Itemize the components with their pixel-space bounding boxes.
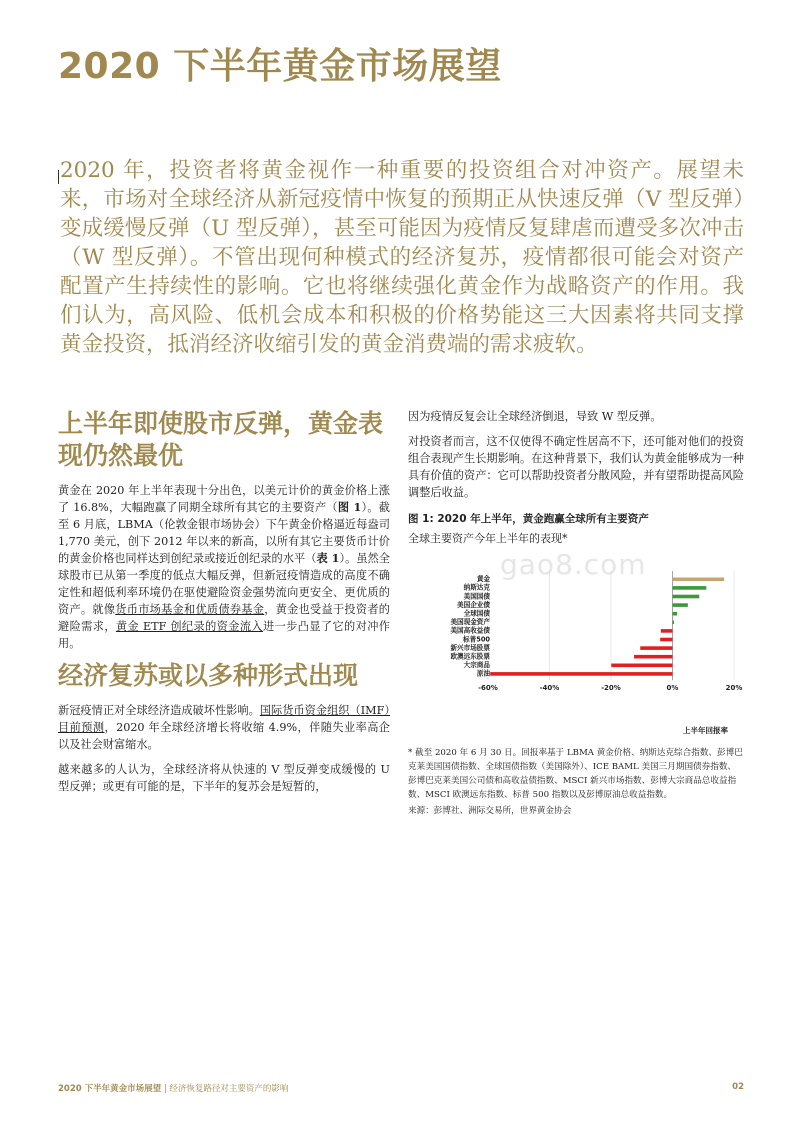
chart-category-label: 美国现金资产 bbox=[450, 618, 490, 627]
section-heading-1: 上半年即使股市反弹，黄金表现仍然最优 bbox=[58, 409, 384, 470]
paragraph-2: 新冠疫情正对全球经济造成破坏性影响。国际货币资金组织（IMF）目前预测，2020 年全球经济增长将收缩 4.9%，伴随失业率高企以及社会财富缩水。 bbox=[58, 704, 390, 751]
left-column bbox=[58, 408, 390, 803]
paragraph-right-1: 因为疫情反复会让全球经济倒退，导致 W 型反弹。 bbox=[408, 410, 662, 423]
figure-footnote bbox=[408, 746, 744, 818]
chart-tick-label: 20% bbox=[725, 684, 743, 693]
asset-returns-chart bbox=[408, 565, 744, 740]
chart-tick-label: -20% bbox=[601, 684, 621, 693]
figure-subtitle: 全球主要资产今年上半年的表现* bbox=[408, 532, 568, 545]
chart-bar bbox=[640, 646, 672, 650]
section-heading-2: 经济复苏或以多种形式出现 bbox=[58, 661, 359, 690]
paragraph-3: 越来越多的人认为，全球经济将从快速的 V 型反弹变成缓慢的 U 型反弹；或更有可能的是，下半年的复苏会是短暂的， bbox=[58, 763, 390, 793]
footer-title: 2020 下半年黄金市场展望 bbox=[58, 1084, 162, 1094]
chart-category-label: 美国企业债 bbox=[457, 600, 490, 609]
link-imf-forecast[interactable]: 国际货币资金组织（IMF）目前预测 bbox=[58, 704, 390, 734]
intro-paragraph: 2020 年，投资者将黄金视作一种重要的投资组合对冲资产。展望未来，市场对全球经济从新冠疫情中恢复的预期正从快速反弹（V 型反弹）变成缓慢反弹（U 型反弹），甚至可能因为疫情反复肆虐而遭受多次冲击（W 型反弹）。不管出现何种模式的经济复苏，疫情都很可能会对资产配置产生持续性的影响。它也将继续强化黄金作为战略资产的作用。我们认为，高风险、低机会成本和积极的价格势能这三大因素将共同支撑黄金投资，抵消经济收缩引发的黄金消费端的需求疲软。 bbox=[60, 158, 744, 357]
chart-bar bbox=[660, 638, 672, 642]
chart-bar bbox=[673, 595, 700, 599]
chart-tick-labels bbox=[478, 684, 742, 692]
paragraph-1: 黄金在 2020 年上半年表现十分出色，以美元计价的黄金价格上涨了 16.8%，大幅跑赢了同期全球所有其它的主要资产（图 1）。截至 6 月底，LBMA（伦敦金银市场协会）下午黄金价格逼近每盎司 1,770 美元，创下 2012 年以来的新高，以所有其它主要货币计价的黄金价格也同样达到创纪录或接近创纪录的水平（表 1）。虽然全球股市已从第一季度的低点大幅反弹，但新冠疫情造成的高度不确定性和超低利率环境仍在驱使避险资金强势流向更安全、更优质的资产。就像货币市场基金和优质债券基金，黄金也受益于投资者的避险需求，黄金 ETF 创纪录的资金流入进一步凸显了它的对冲作用。 bbox=[58, 484, 390, 650]
link-gold-etf-inflows[interactable]: 黄金 ETF 创纪录的资金流入 bbox=[115, 620, 263, 633]
chart-bar bbox=[490, 672, 672, 676]
chart-category-label: 欧澳远东股票 bbox=[450, 652, 490, 661]
chart-category-label: 全球国债 bbox=[463, 609, 490, 618]
footnote-text: * 截至 2020 年 6 月 30 日。回报率基于 LBMA 黄金价格、纳斯达克综合指数、彭博巴克莱美国国债指数、全球国债指数（美国除外）、ICE BAML 美国三月期国债券指数、彭博巴克莱美国公司债和高收益债指数、MSCI 新兴市场指数、彭博大宗商品总收益指数、MSCI 欧澳远东指数、标普 500 指数以及彭博原油总收益指数。 bbox=[408, 748, 743, 800]
chart-bar bbox=[673, 578, 725, 582]
chart-x-axis-label: 上半年回报率 bbox=[683, 726, 728, 735]
chart-category-label: 原油 bbox=[476, 669, 490, 678]
chart-bar bbox=[673, 603, 688, 607]
chart-tick-label: 0% bbox=[666, 684, 679, 693]
page-footer bbox=[58, 1082, 744, 1094]
chart-category-label: 标普500 bbox=[463, 635, 490, 644]
link-money-market-funds[interactable]: 货币市场基金和优质债券基金 bbox=[115, 603, 265, 616]
text-cursor bbox=[58, 170, 59, 184]
chart-bar bbox=[673, 586, 707, 590]
chart-bar bbox=[673, 612, 678, 616]
chart-category-label: 美国高收益债 bbox=[450, 626, 490, 635]
page-title: 2020 下半年黄金市场展望 bbox=[58, 46, 502, 87]
figure-title: 图 1: 2020 年上半年，黄金跑赢全球所有主要资产 bbox=[408, 513, 649, 525]
chart-category-label: 美国国债 bbox=[463, 592, 490, 601]
chart-bar bbox=[611, 664, 672, 668]
chart-bars bbox=[490, 578, 724, 676]
chart-bar bbox=[661, 629, 673, 633]
chart-tick-label: -60% bbox=[478, 684, 498, 693]
chart-category-label: 新兴市场股票 bbox=[450, 643, 490, 652]
chart-bar bbox=[673, 621, 675, 625]
chart-bar bbox=[634, 655, 672, 659]
chart-category-label: 大宗商品 bbox=[463, 661, 490, 670]
right-column bbox=[408, 408, 744, 546]
page-number: 02 bbox=[732, 1082, 744, 1092]
chart-category-labels bbox=[450, 574, 490, 678]
paragraph-right-2: 对投资者而言，这不仅使得不确定性居高不下，还可能对他们的投资组合表现产生长期影响。在这种背景下，我们认为黄金能够成为一种具有价值的资产：它可以帮助投资者分散风险，并有望帮助提高风险调整后收益。 bbox=[408, 435, 744, 499]
watermark: gao8.com bbox=[500, 548, 647, 581]
chart-tick-label: -40% bbox=[539, 684, 560, 693]
footer-separator: | bbox=[161, 1084, 170, 1094]
source-text: 来源：彭博社、洲际交易所，世界黄金协会 bbox=[408, 806, 572, 816]
chart-category-label: 纳斯达克 bbox=[463, 583, 490, 592]
chart-category-label: 黄金 bbox=[476, 575, 490, 584]
footer-subtitle: 经济恢复路径对主要资产的影响 bbox=[169, 1084, 289, 1094]
